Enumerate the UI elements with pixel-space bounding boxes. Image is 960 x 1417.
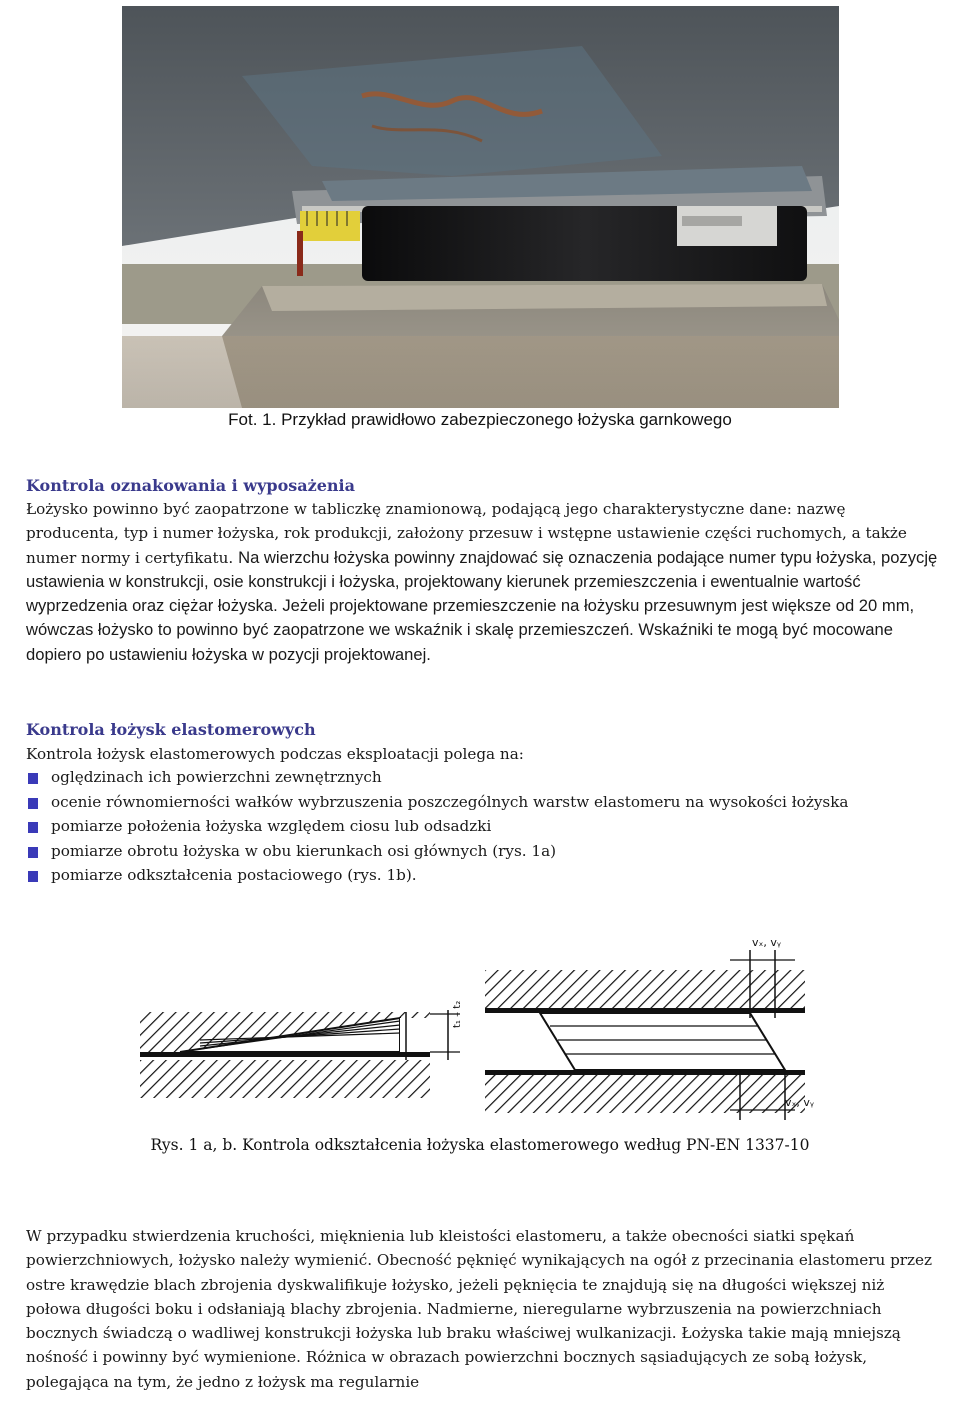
elastomer-intro: Kontrola łożysk elastomerowych podczas eksploatacji polega na: bbox=[26, 745, 524, 763]
paragraph-marking bbox=[26, 497, 941, 667]
section-heading-marking: Kontrola oznakowania i wyposażenia bbox=[26, 476, 355, 495]
figure-caption: Rys. 1 a, b. Kontrola odkształcenia łożyska elastomerowego według PN-EN 1337-10 bbox=[150, 1136, 810, 1154]
figure-b-label-top: vₓ, vᵧ bbox=[752, 936, 781, 949]
figure-b-label-bottom: vₓ, vᵧ bbox=[785, 1096, 814, 1109]
bullet-square-icon bbox=[28, 847, 38, 858]
inspection-list bbox=[26, 765, 848, 888]
list-item: pomiarze obrotu łożyska w obu kierunkach osi głównych (rys. 1a) bbox=[26, 839, 848, 864]
paragraph-marking-serif: Łożysko powinno być zaopatrzone w tabliczkę znamionową, podającą jego charakterystyczne dane: nazwę producenta, typ i numer łożyska, rok produkcji, założony przesuw i wstępne ustawienie części ruchomych, a także numer normy i certyfikatu. bbox=[26, 500, 907, 567]
figure-a-rotation bbox=[140, 1001, 463, 1098]
paragraph-elastomer-damage: W przypadku stwierdzenia kruchości, mięknienia lub kleistości elastomeru, a także obecności siatki spękań powierzchniowych, łożysko należy wymienić. Obecność pęknięć wynikających na ogół z przecinania elastomeru przez ostre krawędzie blach zbrojenia dyskwalifikuje łożysko, jeżeli pęknięcia te znajdują się na długości większej niż połowa długości boku i odsłaniają blachy zbrojenia. Nadmierne, nieregularne wybrzuszenia na powierzchniach bocznych świadczą o wadliwej konstrukcji łożyska lub braku właściwej wulkanizacji. Łożyska takie mają mniejszą nośność i powinny być wymienione. Różnica w obrazach powierzchni bocznych sąsiadujących ze sobą łożysk, polegająca na tym, że jedno z łożysk ma regularnie bbox=[26, 1227, 933, 1391]
bearing-photo bbox=[122, 6, 839, 408]
photo-caption: Fot. 1. Przykład prawidłowo zabezpieczonego łożyska garnkowego bbox=[228, 410, 732, 429]
bearing-deformation-diagram bbox=[130, 930, 830, 1130]
bullet-square-icon bbox=[28, 773, 38, 784]
bullet-square-icon bbox=[28, 871, 38, 882]
figure-a-label: t₁ – t₂ bbox=[452, 1000, 463, 1028]
bullet-square-icon bbox=[28, 798, 38, 809]
paragraph-marking-sans: Na wierzchu łożyska powinny znajdować się oznaczenia podające numer typu łożyska, pozycję ustawienia w konstrukcji, osie konstrukcji i łożyska, projektowany kierunek przemieszczenia i ewentualnie wartość wyprzedzenia oraz ciężar łożyska. Jeżeli projektowane przemieszczenie na łożysku przesuwnym jest większe od 20 mm, wówczas łożysko to powinno być zaopatrzone we wskaźnik i skalę przemieszczeń. Wskaźniki te mogą być mocowane dopiero po ustawieniu łożyska w pozycji projektowanej. bbox=[26, 547, 938, 664]
list-item: pomiarze odkształcenia postaciowego (rys. 1b). bbox=[26, 863, 848, 888]
list-item: ocenie równomierności wałków wybrzuszenia poszczególnych warstw elastomeru na wysokości łożyska bbox=[26, 790, 848, 815]
list-item: oględzinach ich powierzchni zewnętrznych bbox=[26, 765, 848, 790]
bullet-square-icon bbox=[28, 822, 38, 833]
list-item: pomiarze położenia łożyska względem ciosu lub odsadzki bbox=[26, 814, 848, 839]
figure-b-shear bbox=[485, 936, 814, 1120]
section-heading-elastomer: Kontrola łożysk elastomerowych bbox=[26, 720, 316, 739]
